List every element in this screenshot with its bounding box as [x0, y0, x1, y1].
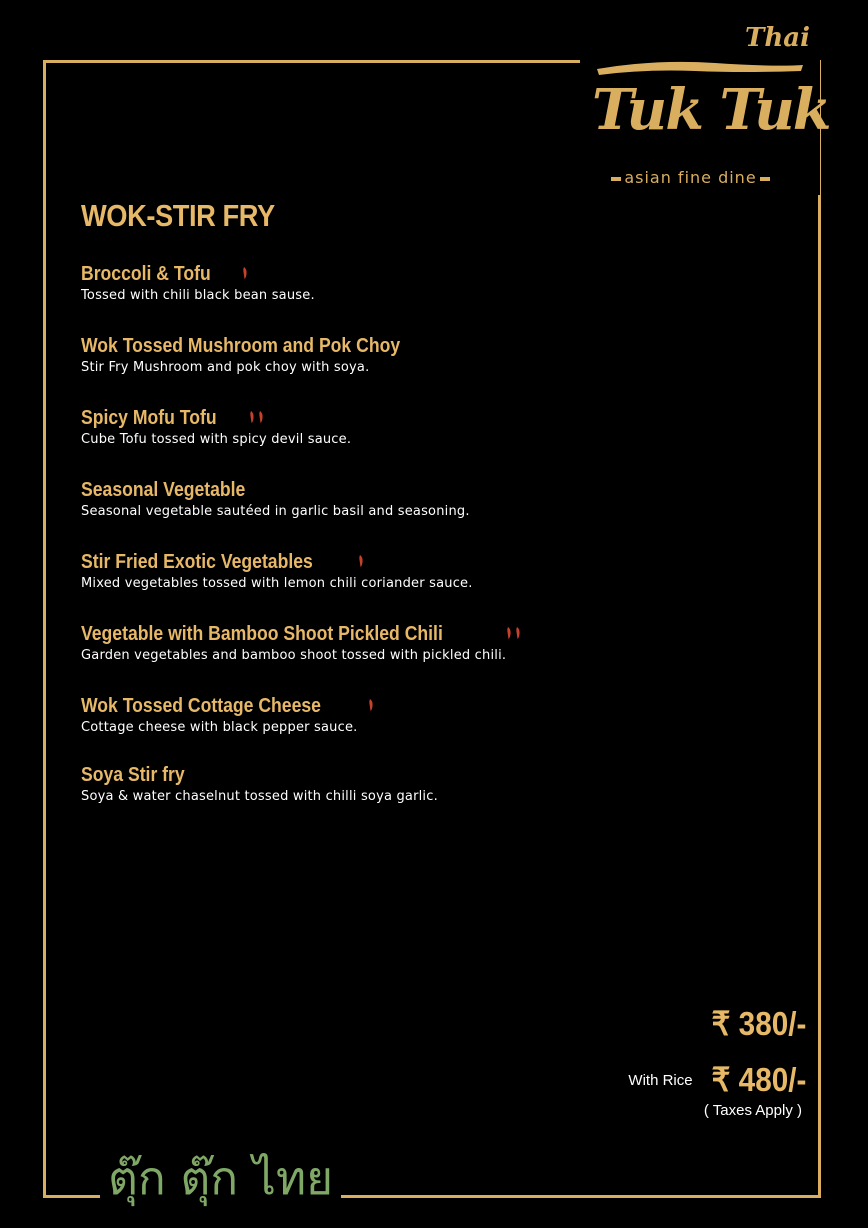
menu-item [81, 763, 781, 823]
chili-icon [358, 554, 364, 568]
chili-indicator [249, 410, 267, 429]
chili-indicator [242, 266, 251, 285]
chili-icon [515, 626, 521, 640]
menu-item [81, 694, 781, 763]
chili-indicator [358, 554, 367, 573]
menu-item-name: Seasonal Vegetable [81, 479, 246, 501]
thai-restaurant-name: ตุ๊ก ตุ๊ก ไทย [100, 1150, 341, 1206]
menu-item-name: Broccoli & Tofu [81, 263, 211, 285]
chili-icon [242, 266, 248, 280]
chili-icon [506, 626, 512, 640]
menu-item-description: Soya & water chaselnut tossed with chilli soya garlic. [81, 789, 438, 804]
price-with-rice: ₹ 480/- [711, 1061, 806, 1098]
price-main: ₹ 380/- [711, 1005, 806, 1042]
menu-item-description: Stir Fry Mushroom and pok choy with soya. [81, 360, 370, 375]
chili-icon [368, 698, 374, 712]
restaurant-logo [580, 15, 830, 195]
menu-item-name: Stir Fried Exotic Vegetables [81, 551, 313, 573]
menu-item [81, 334, 781, 406]
menu-item-name: Wok Tossed Cottage Cheese [81, 695, 321, 717]
logo-main-word: Tuk Tuk [592, 77, 830, 143]
menu-item-name: Wok Tossed Mushroom and Pok Choy [81, 335, 401, 357]
logo-tagline: asian fine dine [598, 168, 783, 187]
menu-items-list [81, 262, 781, 823]
logo-brush-stroke [595, 55, 805, 79]
chili-icon [258, 410, 264, 424]
menu-item [81, 478, 781, 550]
chili-indicator [506, 626, 524, 645]
menu-item-name: Soya Stir fry [81, 764, 185, 786]
menu-item [81, 406, 781, 478]
menu-item-description: Mixed vegetables tossed with lemon chili coriander sauce. [81, 576, 473, 591]
menu-item-description: Seasonal vegetable sautéed in garlic basil and seasoning. [81, 504, 470, 519]
menu-item [81, 262, 781, 334]
section-title: WOK-STIR FRY [81, 198, 275, 233]
chili-indicator [368, 698, 377, 717]
price-with-rice-row [628, 1060, 806, 1099]
menu-item [81, 550, 781, 622]
taxes-note: ( Taxes Apply ) [703, 1102, 802, 1119]
menu-item-name: Spicy Mofu Tofu [81, 407, 217, 429]
menu-item-description: Garden vegetables and bamboo shoot tossed with pickled chili. [81, 648, 507, 663]
with-rice-label: With Rice [628, 1072, 693, 1089]
menu-item-description: Tossed with chili black bean sause. [81, 288, 315, 303]
menu-item-name: Vegetable with Bamboo Shoot Pickled Chili [81, 623, 443, 645]
menu-item [81, 622, 781, 694]
logo-thai-word: Thai [745, 23, 810, 53]
chili-icon [249, 410, 255, 424]
menu-item-description: Cottage cheese with black pepper sauce. [81, 720, 358, 735]
menu-item-description: Cube Tofu tossed with spicy devil sauce. [81, 432, 352, 447]
